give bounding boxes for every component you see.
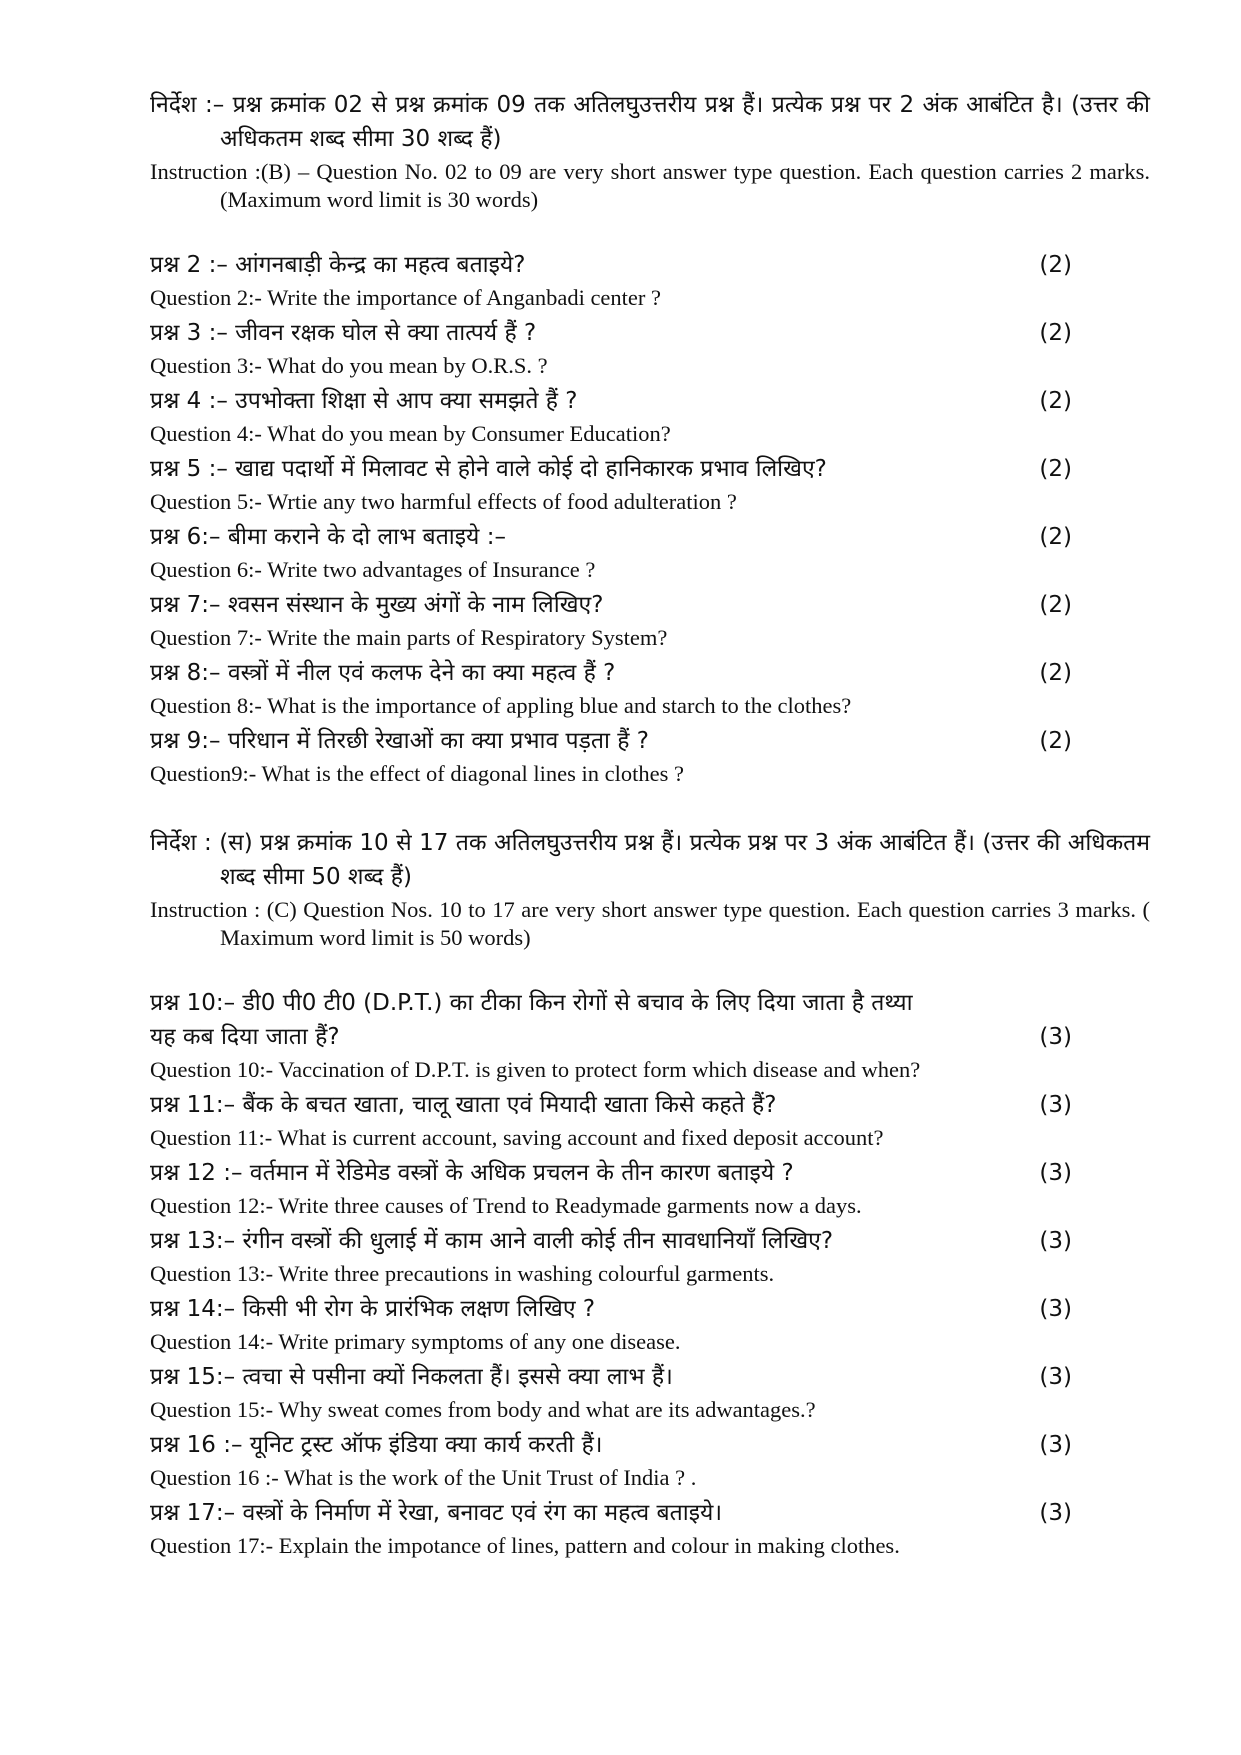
section-b-instruction-hindi: निर्देश :– प्रश्न क्रमांक 02 से प्रश्न क्रमांक 09 तक अतिलघुउत्तरीय प्रश्न हैं। प्रत्येक प्रश्न पर 2 अंक आबंटित है। (उत्तर की अधिकतम शब्द सीमा 30 शब्द हैं) [150,92,1150,152]
question-block [150,316,1150,380]
question-english: Question 10:- Vaccination of D.P.T. is given to protect form which disease and when? [150,1057,921,1082]
question-block [150,656,1150,720]
question-english: Question 3:- What do you mean by O.R.S. ? [150,353,548,378]
question-block [150,1088,1150,1152]
question-block [150,1292,1150,1356]
question-english: Question 13:- Write three precautions in washing colourful garments. [150,1261,775,1286]
question-english: Question 2:- Write the importance of Anganbadi center ? [150,285,662,310]
question-block [150,1360,1150,1424]
section-c-instruction-english: Instruction : (C) Question Nos. 10 to 17 are very short answer type question. Each question carries 3 marks. ( Maximum word limit is 50 words) [150,897,1150,950]
section-b [150,88,1150,788]
question-hindi: प्रश्न 3 :– जीवन रक्षक घोल से क्या तात्पर्य हैं ? (2) [150,316,1150,350]
question-english: Question 14:- Write primary symptoms of any one disease. [150,1329,681,1354]
marks-label: (3) [1039,1364,1072,1390]
question-hindi: प्रश्न 6:– बीमा कराने के दो लाभ बताइये :– (2) [150,520,1150,554]
question-hindi: प्रश्न 17:– वस्त्रों के निर्माण में रेखा, बनावट एवं रंग का महत्व बताइये। (3) [150,1496,1150,1530]
question-hindi: प्रश्न 12 :– वर्तमान में रेडिमेड वस्त्रों के अधिक प्रचलन के तीन कारण बताइये ? (3) [150,1156,1150,1190]
question-hindi: प्रश्न 11:– बैंक के बचत खाता, चालू खाता एवं मियादी खाता किसे कहते हैं? (3) [150,1088,1150,1122]
question-block [150,384,1150,448]
marks-label: (3) [1039,1296,1072,1322]
question-english: Question 12:- Write three causes of Trend to Readymade garments now a days. [150,1193,862,1218]
question-hindi: प्रश्न 14:– किसी भी रोग के प्रारंभिक लक्षण लिखिए ? (3) [150,1292,1150,1326]
marks-label: (2) [1039,252,1072,278]
marks-label: (2) [1039,728,1072,754]
question-block [150,1224,1150,1288]
question-english: Question9:- What is the effect of diagonal lines in clothes ? [150,761,685,786]
question-english: Question 15:- Why sweat comes from body and what are its adwantages.? [150,1397,816,1422]
question-hindi-line-1: प्रश्न 10:– डी0 पी0 टी0 (D.P.T.) का टीका किन रोगों से बचाव के लिए दिया जाता है तथ्या [150,990,913,1016]
question-english: Question 4:- What do you mean by Consumer Education? [150,421,671,446]
question-hindi: प्रश्न 7:– श्वसन संस्थान के मुख्य अंगों के नाम लिखिए? (2) [150,588,1150,622]
marks-label: (2) [1039,388,1072,414]
question-english: Question 5:- Wrtie any two harmful effects of food adulteration ? [150,489,737,514]
marks-label: (3) [1039,1160,1072,1186]
question-hindi: प्रश्न 8:– वस्त्रों में नील एवं कलफ देने का क्या महत्व हैं ? (2) [150,656,1150,690]
question-block [150,452,1150,516]
section-c [150,826,1150,1560]
question-english: Question 11:- What is current account, saving account and fixed deposit account? [150,1125,884,1150]
marks-label: (3) [1039,1092,1072,1118]
question-english: Question 16 :- What is the work of the Unit Trust of India ? . [150,1465,697,1490]
question-english: Question 8:- What is the importance of appling blue and starch to the clothes? [150,693,852,718]
question-hindi: प्रश्न 15:– त्वचा से पसीना क्यों निकलता हैं। इससे क्या लाभ हैं। (3) [150,1360,1150,1394]
marks-label: (2) [1039,660,1072,686]
marks-label: (3) [1039,1500,1072,1526]
marks-label: (2) [1039,592,1072,618]
question-paper-page [150,88,1150,1564]
section-c-instruction-hindi: निर्देश : (स) प्रश्न क्रमांक 10 से 17 तक अतिलघुउत्तरीय प्रश्न हैं। प्रत्येक प्रश्न पर 3 अंक आबंटित हैं। (उत्तर की अधिकतम शब्द सीमा 50 शब्द हैं) [150,830,1150,890]
question-hindi: प्रश्न 4 :– उपभोक्ता शिक्षा से आप क्या समझते हैं ? (2) [150,384,1150,418]
question-hindi: प्रश्न 5 :– खाद्य पदार्थो में मिलावट से होने वाले कोई दो हानिकारक प्रभाव लिखिए? (2) [150,452,1150,486]
question-english: Question 7:- Write the main parts of Respiratory System? [150,625,668,650]
marks-label: (2) [1039,456,1072,482]
question-block [150,248,1150,312]
section-c-question-list [150,986,1150,1560]
marks-label: (3) [1039,1024,1072,1050]
question-block [150,1156,1150,1220]
question-english: Question 6:- Write two advantages of Insurance ? [150,557,596,582]
question-hindi-line-2: यह कब दिया जाता हैं? (3) [150,1020,1150,1054]
section-b-instruction-english: Instruction :(B) – Question No. 02 to 09 are very short answer type question. Each question carries 2 marks. (Maximum word limit is 30 words) [150,159,1150,212]
question-hindi: प्रश्न 13:– रंगीन वस्त्रों की धुलाई में काम आने वाली कोई तीन सावधानियाँ लिखिए? (3) [150,1224,1150,1258]
question-hindi: प्रश्न 9:– परिधान में तिरछी रेखाओं का क्या प्रभाव पड़ता हैं ? (2) [150,724,1150,758]
question-block [150,520,1150,584]
question-block [150,986,1150,1084]
question-hindi: प्रश्न 2 :– आंगनबाड़ी केन्द्र का महत्व बताइये? (2) [150,248,1150,282]
marks-label: (2) [1039,320,1072,346]
section-b-question-list [150,248,1150,788]
question-block [150,724,1150,788]
question-block [150,588,1150,652]
marks-label: (3) [1039,1432,1072,1458]
question-block [150,1496,1150,1560]
question-english: Question 17:- Explain the impotance of lines, pattern and colour in making clothes. [150,1533,900,1558]
question-block [150,1428,1150,1492]
marks-label: (3) [1039,1228,1072,1254]
marks-label: (2) [1039,524,1072,550]
question-hindi: प्रश्न 16 :– यूनिट ट्रस्ट ऑफ इंडिया क्या कार्य करती हैं। (3) [150,1428,1150,1462]
